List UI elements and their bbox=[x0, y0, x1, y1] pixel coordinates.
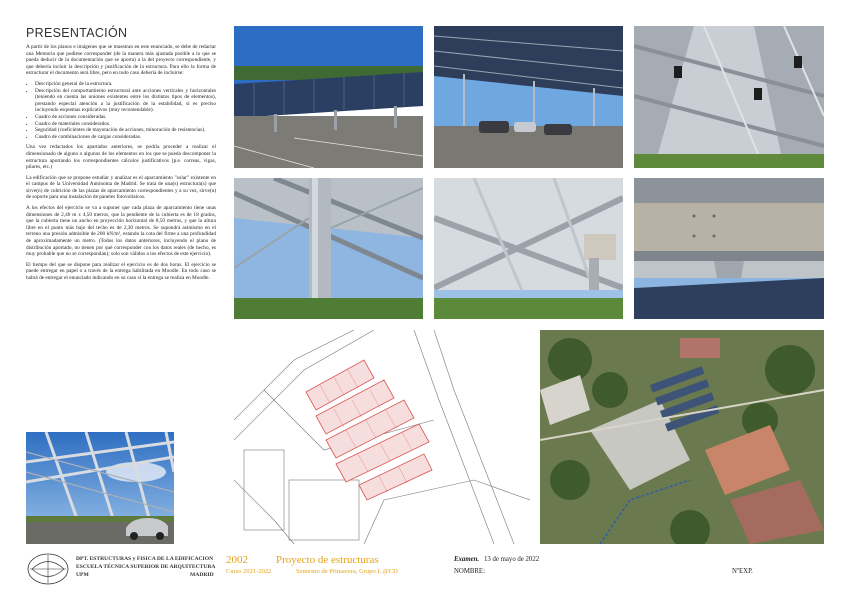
canopy-car-photo bbox=[26, 432, 174, 544]
list-item: • Descripción del comportamiento estructural ante acciones verticales y horizontales (teniendo en cuenta las uniones existentes entre los distintos tipos de elementos), prestando especial atención a la justificación de la estabilidad, si es preciso incluyendo esquemas explicativos (muy recomendable). bbox=[35, 88, 216, 114]
paragraph-dimensioning: Una vez redactados los apartados anteriores, se podría proceder a realizar el dimensionado de alguno o algunos de los elementos en los que se pueda descomponer la estructura aportando los correspondientes cálculos justificativos (p.e. correas, vigas, pilares, etc.) bbox=[26, 144, 216, 171]
exam-label: Examen. bbox=[454, 556, 480, 563]
paragraph-intro: A partir de los planos e imágenes que se muestran en este enunciado, se debe de redactar una Memoria que pudiese corresponder (de la manera más ajustada posible a lo que se pueda deducir de la documentación que se aporta) a la del proyecto correspondiente, y que debería incluir la descripción y justificación de la estructura. Para ello la forma de estructurar el documento será libre, pero en todo caso debería de incluirse: bbox=[26, 44, 216, 77]
school-name: ESCUELA TÉCNICA SUPERIOR DE ARQUITECTURA bbox=[76, 564, 216, 570]
paragraph-time: El tiempo del que se dispone para realizar el ejercicio es de dos horas. El ejercicio se puede entregar en papel o a través de la entrega habilitada en Moodle. En todo caso se habrá de entregar el enunciado indicando en su caso si la entrega se realiza en Moodle. bbox=[26, 261, 216, 281]
page-title: PRESENTACIÓN bbox=[26, 26, 128, 40]
solar-parking-exterior-photo bbox=[234, 26, 423, 168]
school-logo bbox=[26, 552, 70, 586]
exam-date: 13 de mayo de 2022 bbox=[484, 556, 540, 563]
year-label: 2002 bbox=[226, 554, 248, 566]
city-name: MADRID bbox=[190, 572, 214, 578]
exp-label: NºEXP. bbox=[732, 568, 753, 575]
paragraph-building: La edificación que se propone estudiar y analizar es el aparcamiento "solar" existente en el campus de la Universidad Autónoma de Madrid. Se trata de una(s) estructura(s) que sirve(n) de cubrición de las plazas de aparcamiento correspondientes y a su vez, sirve(n) de soporte para una instalación de paneles fotovoltaicos. bbox=[26, 174, 216, 201]
university-abbr: UPM bbox=[76, 572, 89, 578]
list-item: • Seguridad (coeficientes de mayoración de acciones, minoración de resistencias). bbox=[35, 127, 216, 134]
list-item: • Descripción general de la estructura. bbox=[35, 81, 216, 88]
list-item: • Cuadro de materiales considerados. bbox=[35, 121, 216, 128]
list-item: • Cuadro de acciones consideradas. bbox=[35, 114, 216, 121]
paragraph-assumptions: A los efectos del ejercicio se va a suponer que cada plaza de aparcamiento tiene unas dimensiones de 2,40 m x 4,50 metros, que la pendiente de la cubierta es de 18 grados, que la cubierta tiene un ancho en proyección horizontal de 8,50 metros, y que la altura libre en el punto más bajo del techo es de 2,30 metros. Se supondrá asimismo en el terreno una presión admisible de 200 kN/m², estando la cota del firme a una profundidad de aproximadamente un metro. (Todos los datos anteriores, incluyendo el plano de distribución aportado, no tienen por qué corresponder con los datos reales (de hecho, es muy probable que no se correspondan); solo son válidos a los efectos de este ejercicio). bbox=[26, 205, 216, 258]
name-label: NOMBRE: bbox=[454, 568, 485, 575]
project-title: Proyecto de estructuras bbox=[276, 554, 379, 566]
requirements-list bbox=[26, 81, 216, 140]
semester-label: Semestre de Primavera, Grupo L @CD bbox=[296, 568, 398, 575]
main-beam-detail-photo bbox=[634, 178, 824, 319]
solar-canopy-cars-photo bbox=[434, 26, 623, 168]
canopy-structure-underside-photo bbox=[634, 26, 824, 168]
beam-junction-photo bbox=[434, 178, 623, 319]
footer bbox=[0, 548, 848, 600]
list-item: • Cuadro de combinaciones de cargas consideradas. bbox=[35, 134, 216, 141]
statement-text bbox=[26, 44, 216, 286]
column-and-beams-photo bbox=[234, 178, 423, 319]
course-label: Curso 2021-2022 bbox=[226, 568, 272, 575]
department-name: DPT. ESTRUCTURAS y FISICA DE LA EDIFICACION bbox=[76, 556, 214, 562]
aerial-view-photo bbox=[540, 330, 824, 544]
site-plan-drawing bbox=[234, 330, 530, 544]
